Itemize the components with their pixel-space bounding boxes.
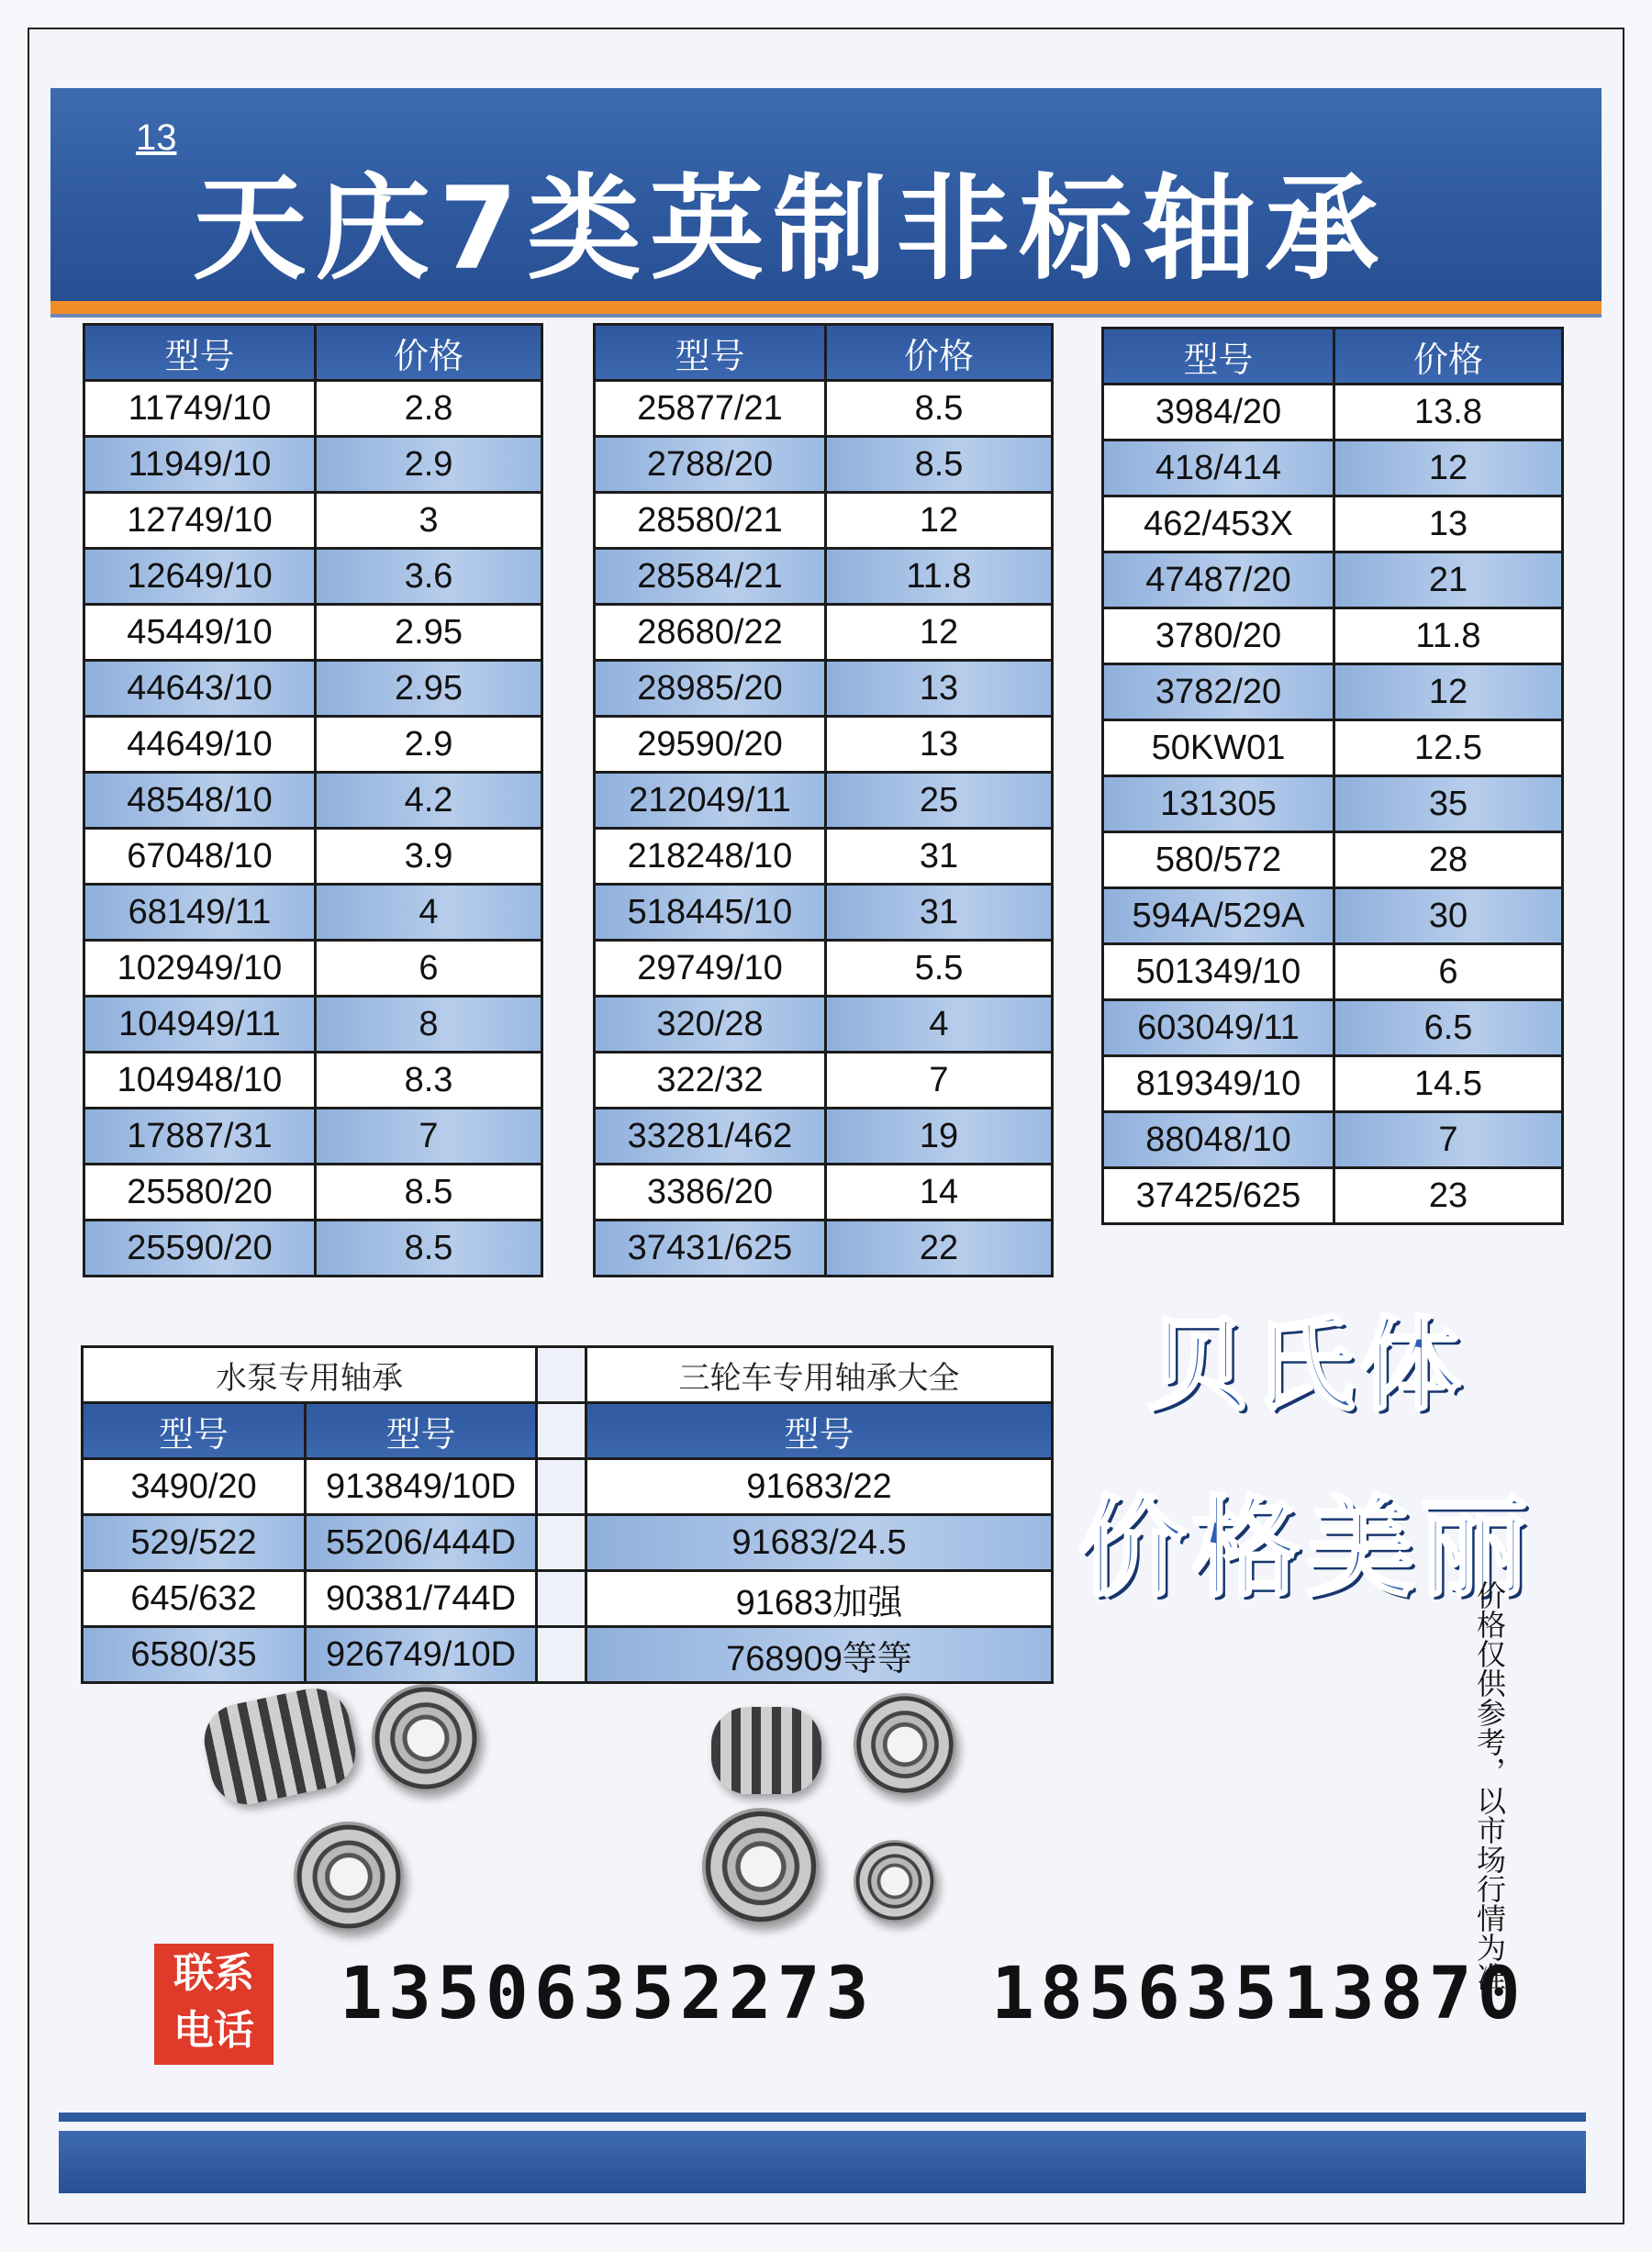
table-row [84,549,542,605]
model-cell: 3984/20 [1103,385,1334,440]
price-cell: 13 [1334,496,1563,552]
price-cell: 12 [1334,440,1563,496]
price-cell: 7 [826,1053,1053,1109]
table-row [595,773,1053,829]
slogan-line-1: 贝氏体 [1147,1307,1467,1424]
price-cell: 25 [826,773,1053,829]
table-cell: 90381/744D [306,1571,537,1627]
price-cell: 2.95 [316,661,542,717]
price-cell: 4.2 [316,773,542,829]
model-cell: 462/453X [1103,496,1334,552]
bearing-image [372,1684,480,1792]
price-cell: 13 [826,717,1053,773]
column-header-model: 型号 [595,325,826,381]
table-row [84,717,542,773]
table-row [84,941,542,997]
table-row [84,605,542,661]
model-cell: 28985/20 [595,661,826,717]
price-cell: 28 [1334,832,1563,888]
model-cell: 104949/11 [84,997,316,1053]
table-row [595,605,1053,661]
model-cell: 819349/10 [1103,1056,1334,1112]
table-row [1103,832,1563,888]
model-cell: 25580/20 [84,1165,316,1221]
table-cell: 6580/35 [83,1627,306,1683]
table-row [1103,944,1563,1000]
table-cell: 913849/10D [306,1459,537,1515]
price-cell: 6 [1334,944,1563,1000]
column-header-price: 价格 [826,325,1053,381]
table-row [1103,1000,1563,1056]
table-row [84,437,542,493]
model-cell: 11949/10 [84,437,316,493]
price-cell: 2.9 [316,717,542,773]
price-cell: 8.5 [826,381,1053,437]
table-row [595,1165,1053,1221]
model-cell: 212049/11 [595,773,826,829]
model-cell: 102949/10 [84,941,316,997]
model-cell: 3782/20 [1103,664,1334,720]
model-cell: 25877/21 [595,381,826,437]
table-row [83,1571,1053,1627]
model-cell: 37431/625 [595,1221,826,1277]
pump-caption: 水泵专用轴承 [83,1347,537,1403]
table-row [595,941,1053,997]
price-cell: 13.8 [1334,385,1563,440]
price-cell: 31 [826,885,1053,941]
table-row [595,885,1053,941]
model-cell: 518445/10 [595,885,826,941]
model-cell: 88048/10 [1103,1112,1334,1168]
model-cell: 2788/20 [595,437,826,493]
table-row [1103,1112,1563,1168]
slogan-line-2: 价格美丽 [1078,1485,1535,1611]
table-row [83,1515,1053,1571]
tricycle-header-model: 型号 [586,1403,1053,1459]
table-cell: 91683加强 [586,1571,1053,1627]
model-cell: 218248/10 [595,829,826,885]
double-row-bearing-image [711,1707,821,1794]
table-row [595,1053,1053,1109]
model-cell: 29590/20 [595,717,826,773]
price-cell: 12 [826,493,1053,549]
model-cell: 25590/20 [84,1221,316,1277]
price-cell: 13 [826,661,1053,717]
model-cell: 33281/462 [595,1109,826,1165]
price-cell: 3 [316,493,542,549]
price-table-3 [1101,327,1564,1225]
price-table-1 [83,323,543,1277]
table-cell: 645/632 [83,1571,306,1627]
table-row [1103,664,1563,720]
header-orange-stripe [50,301,1602,314]
table-row [84,1165,542,1221]
table-row [1103,608,1563,664]
price-cell: 35 [1334,776,1563,832]
table-row [1103,1056,1563,1112]
price-cell: 7 [316,1109,542,1165]
table-row [83,1627,1053,1683]
table-row [595,829,1053,885]
table-row [595,437,1053,493]
model-cell: 104948/10 [84,1053,316,1109]
column-gap [537,1459,586,1515]
pump-header-model-2: 型号 [306,1403,537,1459]
price-cell: 31 [826,829,1053,885]
page-number: 13 [136,117,177,158]
model-cell: 320/28 [595,997,826,1053]
contact-label-line-2: 电话 [173,2007,254,2054]
model-cell: 501349/10 [1103,944,1334,1000]
bearing-image [854,1840,936,1923]
model-cell: 37425/625 [1103,1168,1334,1224]
table-row [595,997,1053,1053]
price-cell: 11.8 [1334,608,1563,664]
price-cell: 23 [1334,1168,1563,1224]
table-cell: 91683/22 [586,1459,1053,1515]
table-row [83,1459,1053,1515]
model-cell: 603049/11 [1103,1000,1334,1056]
page-title: 天庆7类英制非标轴承 [193,163,1389,295]
price-cell: 2.95 [316,605,542,661]
table-row [84,1109,542,1165]
model-cell: 17887/31 [84,1109,316,1165]
table-body [1103,385,1563,1224]
column-gap [537,1627,586,1683]
column-gap [537,1571,586,1627]
model-cell: 12749/10 [84,493,316,549]
price-cell: 8.5 [316,1165,542,1221]
price-cell: 19 [826,1109,1053,1165]
price-cell: 2.8 [316,381,542,437]
column-header-price: 价格 [316,325,542,381]
phone-number-2[interactable]: 18563513870 [991,1953,1526,2035]
table-row [595,381,1053,437]
price-cell: 22 [826,1221,1053,1277]
model-cell: 28680/22 [595,605,826,661]
price-cell: 6 [316,941,542,997]
model-cell: 45449/10 [84,605,316,661]
table-row [84,829,542,885]
price-cell: 3.9 [316,829,542,885]
phone-number-1[interactable]: 13506352273 [340,1953,875,2035]
price-cell: 5.5 [826,941,1053,997]
price-cell: 12 [826,605,1053,661]
price-cell: 12 [1334,664,1563,720]
tricycle-caption: 三轮车专用轴承大全 [586,1347,1053,1403]
column-gap [537,1403,586,1459]
table-row [595,1109,1053,1165]
table-body [595,381,1053,1277]
model-cell: 3386/20 [595,1165,826,1221]
pump-tricycle-table [81,1345,1054,1684]
bearing-image [294,1822,404,1932]
price-cell: 7 [1334,1112,1563,1168]
table-row [1103,440,1563,496]
model-cell: 131305 [1103,776,1334,832]
price-cell: 14 [826,1165,1053,1221]
header-divider [50,314,1602,318]
model-cell: 67048/10 [84,829,316,885]
model-cell: 594A/529A [1103,888,1334,944]
table-cell: 3490/20 [83,1459,306,1515]
model-cell: 3780/20 [1103,608,1334,664]
price-cell: 4 [826,997,1053,1053]
column-header-model: 型号 [84,325,316,381]
table-row [84,661,542,717]
table-row [1103,496,1563,552]
pump-header-model-1: 型号 [83,1403,306,1459]
price-table-2 [593,323,1054,1277]
bearing-image [854,1693,956,1796]
table-cell: 926749/10D [306,1627,537,1683]
model-cell: 28580/21 [595,493,826,549]
model-cell: 50KW01 [1103,720,1334,776]
price-cell: 4 [316,885,542,941]
table-body [84,381,542,1277]
price-cell: 8.5 [826,437,1053,493]
table-row [1103,720,1563,776]
footer-line [59,2113,1586,2122]
model-cell: 28584/21 [595,549,826,605]
contact-label [154,1944,273,2065]
table-row [84,381,542,437]
price-cell: 30 [1334,888,1563,944]
price-cell: 8 [316,997,542,1053]
table-row [1103,552,1563,608]
table-row [595,493,1053,549]
price-cell: 21 [1334,552,1563,608]
price-cell: 2.9 [316,437,542,493]
bearing-image [702,1808,820,1925]
price-cell: 14.5 [1334,1056,1563,1112]
price-cell: 3.6 [316,549,542,605]
model-cell: 44643/10 [84,661,316,717]
model-cell: 47487/20 [1103,552,1334,608]
table-cell: 529/522 [83,1515,306,1571]
price-cell: 6.5 [1334,1000,1563,1056]
table-row [84,1221,542,1277]
model-cell: 418/414 [1103,440,1334,496]
table-row [595,1221,1053,1277]
model-cell: 322/32 [595,1053,826,1109]
model-cell: 29749/10 [595,941,826,997]
price-cell: 11.8 [826,549,1053,605]
table-row [1103,776,1563,832]
column-header-model: 型号 [1103,329,1334,385]
table-row [84,773,542,829]
table-row [1103,888,1563,944]
table-row [84,997,542,1053]
column-gap [537,1515,586,1571]
table-row [595,661,1053,717]
table-row [1103,385,1563,440]
table-row [595,549,1053,605]
price-cell: 12.5 [1334,720,1563,776]
table-cell: 55206/444D [306,1515,537,1571]
model-cell: 68149/11 [84,885,316,941]
price-cell: 8.3 [316,1053,542,1109]
table-cell: 91683/24.5 [586,1515,1053,1571]
table-cell: 768909等等 [586,1627,1053,1683]
model-cell: 44649/10 [84,717,316,773]
footer-bar [59,2131,1586,2193]
table-row [84,885,542,941]
price-cell: 8.5 [316,1221,542,1277]
contact-label-line-1: 联系 [173,1950,254,1997]
price-disclaimer: 价格仅供参考，以市场行情为准 [1472,1580,1507,1991]
model-cell: 48548/10 [84,773,316,829]
table-row [84,1053,542,1109]
model-cell: 580/572 [1103,832,1334,888]
table-row [84,493,542,549]
column-gap [537,1347,586,1403]
table-row [1103,1168,1563,1224]
model-cell: 11749/10 [84,381,316,437]
column-header-price: 价格 [1334,329,1563,385]
model-cell: 12649/10 [84,549,316,605]
table-row [595,717,1053,773]
